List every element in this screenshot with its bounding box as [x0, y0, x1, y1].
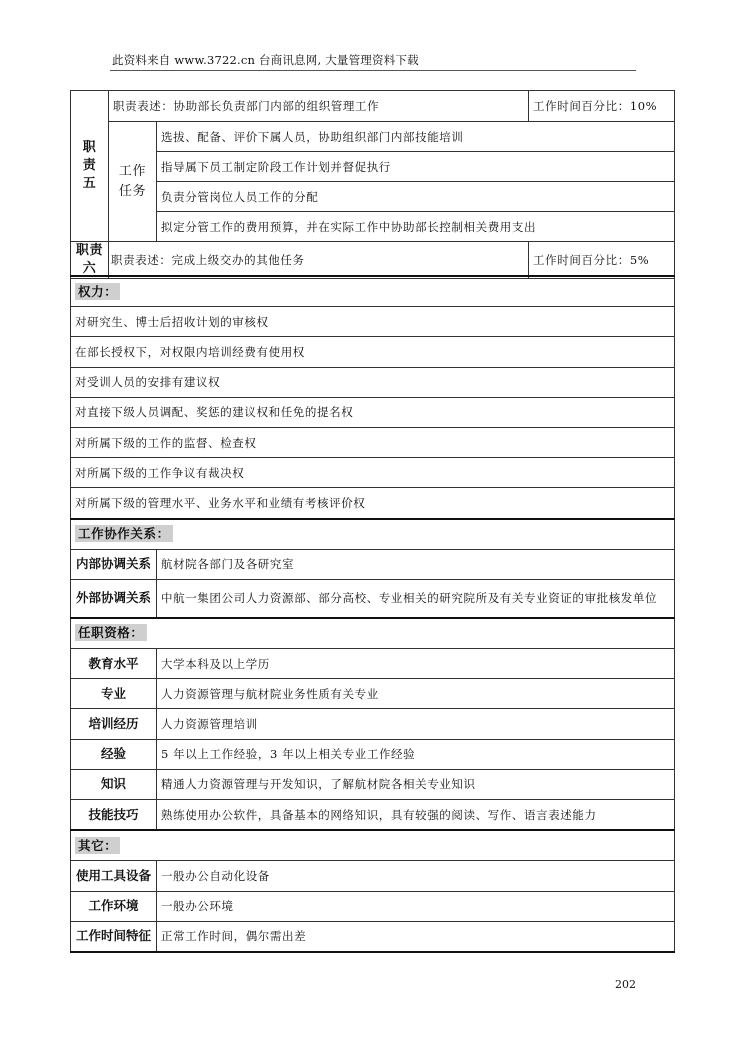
qualification-row [71, 769, 675, 799]
qualification-label: 知识 [71, 769, 157, 799]
other-value: 一般办公自动化设备 [157, 861, 675, 891]
qualification-value: 人力资源管理培训 [157, 709, 675, 739]
other-row [71, 861, 675, 891]
authority-item: 对所属下级的工作争议有裁决权 [71, 458, 675, 488]
internal-relation-row [71, 549, 675, 579]
other-row [71, 891, 675, 921]
authority-item: 在部长授权下，对权限内培训经费有使用权 [71, 337, 675, 367]
qualification-row [71, 709, 675, 739]
duty5-task-row [71, 212, 675, 242]
authority-item: 对研究生、博士后招收计划的审核权 [71, 307, 675, 337]
qualification-value: 5 年以上工作经验，3 年以上相关专业工作经验 [157, 739, 675, 769]
qualification-label: 培训经历 [71, 709, 157, 739]
duty5-task-row [71, 122, 675, 152]
internal-relation-label: 内部协调关系 [71, 549, 157, 579]
other-row [71, 921, 675, 952]
qualification-label: 专业 [71, 679, 157, 709]
page-number: 202 [615, 978, 636, 991]
page-header: 此资料来自 www.3722.cn 台商讯息网, 大量管理资料下载 [112, 53, 419, 67]
authority-item: 对所属下级的管理水平、业务水平和业绩有考核评价权 [71, 488, 675, 519]
authority-item: 对直接下级人员调配、奖惩的建议权和任免的提名权 [71, 397, 675, 427]
duty6-row [71, 242, 675, 279]
duty5-task-label: 工作 任务 [109, 122, 157, 242]
duty5-task-row [71, 182, 675, 212]
external-relation-label: 外部协调关系 [71, 579, 157, 618]
qualification-label: 技能技巧 [71, 800, 157, 831]
qualification-value: 精通人力资源管理与开发知识，了解航材院各相关专业知识 [157, 769, 675, 799]
duty5-time-percent: 工作时间百分比：10% [529, 91, 675, 122]
duty5-label: 职 责 五 [71, 91, 109, 242]
qualifications-section-title: 任职资格： [71, 618, 675, 649]
duty5-task-item: 指导属下员工制定阶段工作计划并督促执行 [157, 152, 675, 182]
authority-item: 对所属下级的工作的监督、检查权 [71, 427, 675, 457]
qualification-label: 教育水平 [71, 649, 157, 679]
other-value: 一般办公环境 [157, 891, 675, 921]
qualification-row [71, 679, 675, 709]
other-value: 正常工作时间，偶尔需出差 [157, 921, 675, 952]
qualification-row [71, 649, 675, 679]
duty6-description: 职责表述：完成上级交办的其他任务 [109, 242, 529, 279]
duty5-description: 职责表述：协助部长负责部门内部的组织管理工作 [109, 91, 529, 122]
duty6-time-percent: 工作时间百分比：5% [529, 242, 675, 279]
job-spec-table [70, 275, 675, 953]
cooperation-section-title: 工作协作关系： [71, 519, 675, 550]
header-divider [110, 70, 636, 71]
qualification-value: 人力资源管理与航材院业务性质有关专业 [157, 679, 675, 709]
external-relation-row [71, 579, 675, 618]
internal-relation-value: 航材院各部门及各研究室 [157, 549, 675, 579]
other-section-title: 其它： [71, 830, 675, 861]
qualification-value: 熟练使用办公软件，具备基本的网络知识，具有较强的阅读、写作、语言表述能力 [157, 800, 675, 831]
other-label: 工作时间特征 [71, 921, 157, 952]
duty5-task-item: 拟定分管工作的费用预算，并在实际工作中协助部长控制相关费用支出 [157, 212, 675, 242]
qualification-label: 经验 [71, 739, 157, 769]
duty5-task-row [71, 152, 675, 182]
duty5-description-row [71, 91, 675, 122]
authority-item: 对受训人员的安排有建议权 [71, 367, 675, 397]
authority-section-title: 权力： [71, 276, 675, 307]
qualification-row [71, 739, 675, 769]
qualification-row [71, 800, 675, 831]
external-relation-value: 中航一集团公司人力资源部、部分高校、专业相关的研究院所及有关专业资证的审批核发单位 [157, 579, 675, 618]
other-label: 使用工具设备 [71, 861, 157, 891]
qualification-value: 大学本科及以上学历 [157, 649, 675, 679]
other-label: 工作环境 [71, 891, 157, 921]
duty5-task-item: 选拔、配备、评价下属人员，协助组织部门内部技能培训 [157, 122, 675, 152]
duties-table [70, 90, 675, 279]
duty6-label: 职责 六 [71, 242, 109, 279]
duty5-task-item: 负责分管岗位人员工作的分配 [157, 182, 675, 212]
